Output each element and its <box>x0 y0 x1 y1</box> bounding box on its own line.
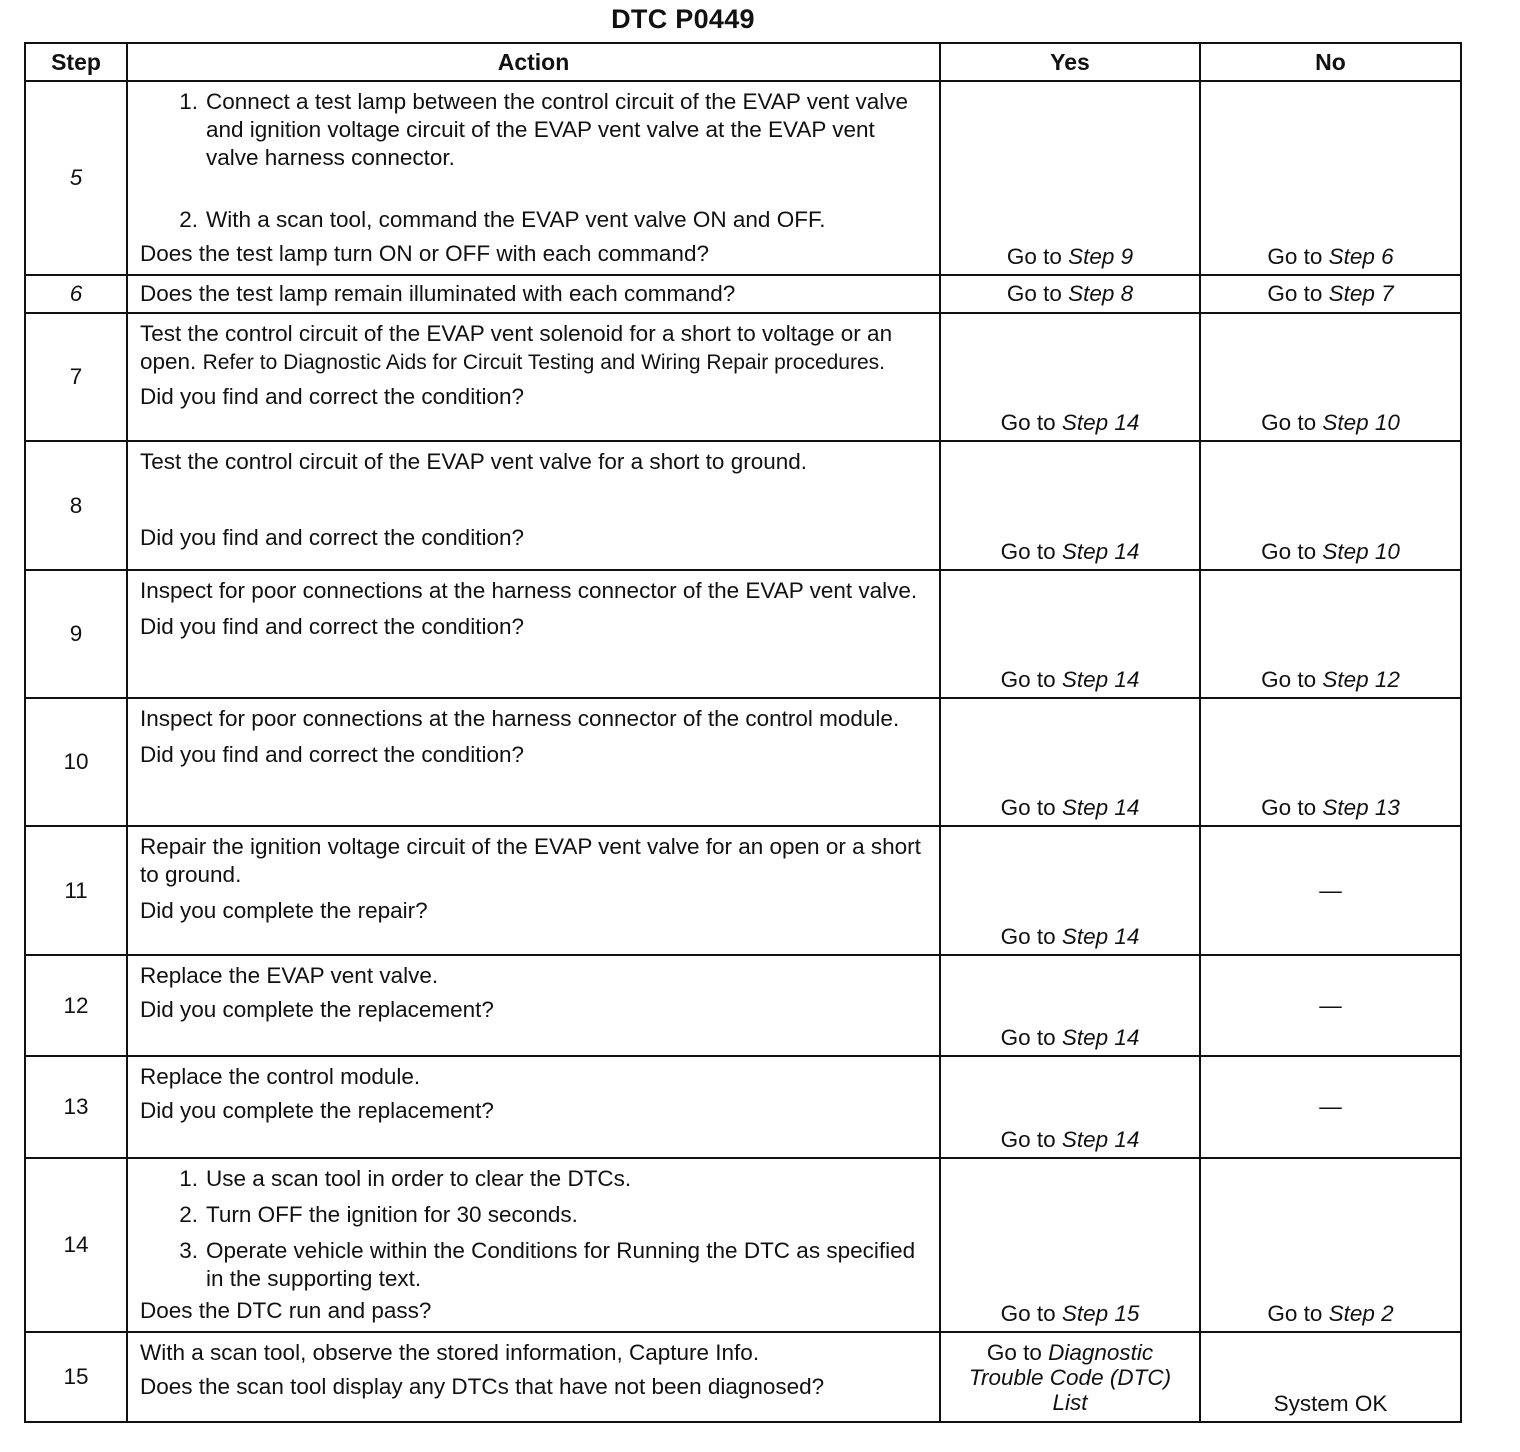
action-cell <box>127 826 940 955</box>
page-title: DTC P0449 <box>611 4 755 34</box>
action-text: With a scan tool, observe the stored information, Capture Info. <box>140 1340 760 1365</box>
yes-cell: Go to Diagnostic Trouble Code (DTC) List <box>940 1332 1200 1422</box>
action-cell <box>127 1158 940 1332</box>
yes-cell: Go to Step 14 <box>940 1056 1200 1158</box>
table-row <box>25 1056 1461 1158</box>
table-row <box>25 955 1461 1056</box>
list-item <box>140 1201 931 1229</box>
step-link[interactable]: Step 14 <box>1061 667 1140 692</box>
table-row <box>25 826 1461 955</box>
diagnostic-table <box>24 42 1462 1423</box>
step-link[interactable]: Step 10 <box>1322 410 1400 435</box>
action-cell <box>127 570 940 698</box>
reference-text: Refer to Diagnostic Aids for Circuit Testing and Wiring Repair procedures. <box>202 351 885 374</box>
action-text: Test the control circuit of the EVAP vent solenoid for a short to voltage or an open. <box>140 321 893 374</box>
table-row <box>25 275 1461 313</box>
item-text: Use a scan tool in order to clear the DTCs. <box>206 1166 632 1191</box>
item-number: 2. <box>179 1202 198 1227</box>
action-text: Repair the ignition voltage circuit of the EVAP vent valve for an open or a short to ground. <box>140 834 921 887</box>
no-cell <box>1200 1056 1461 1158</box>
table-row <box>25 81 1461 275</box>
action-text: Replace the control module. <box>140 1064 421 1089</box>
header-no: No <box>1200 43 1461 81</box>
step-link[interactable]: Step 13 <box>1322 795 1400 820</box>
no-cell: Go to Step 13 <box>1200 698 1461 826</box>
question-text: Did you complete the replacement? <box>140 1098 494 1123</box>
step-number: 15 <box>25 1332 127 1422</box>
step-link[interactable]: Step 12 <box>1322 667 1400 692</box>
action-text: Replace the EVAP vent valve. <box>140 963 439 988</box>
list-item <box>140 1237 931 1293</box>
yes-cell: Go to Step 15 <box>940 1158 1200 1332</box>
step-link[interactable]: Step 14 <box>1061 795 1140 820</box>
question-text: Does the test lamp turn ON or OFF with each command? <box>140 241 709 266</box>
yes-cell: Go to Step 14 <box>940 570 1200 698</box>
yes-cell: Go to Step 9 <box>940 81 1200 275</box>
no-cell <box>1200 1332 1461 1422</box>
question-text: Does the DTC run and pass? <box>140 1298 432 1323</box>
question-text: Did you complete the replacement? <box>140 997 494 1022</box>
step-link[interactable]: Step 9 <box>1068 244 1134 269</box>
no-cell: Go to Step 10 <box>1200 313 1461 441</box>
item-number: 2. <box>179 207 198 232</box>
step-link[interactable]: Step 6 <box>1328 244 1394 269</box>
action-text: Inspect for poor connections at the harness connector of the control module. <box>140 706 900 731</box>
step-link[interactable]: Step 2 <box>1328 1301 1394 1326</box>
question-text: Does the test lamp remain illuminated with each command? <box>140 281 736 306</box>
action-cell <box>127 1056 940 1158</box>
step-link[interactable]: Step 7 <box>1328 281 1394 306</box>
question-text: Did you find and correct the condition? <box>140 525 524 550</box>
action-cell <box>127 441 940 570</box>
item-text: Connect a test lamp between the control circuit of the EVAP vent valve and ignition voltage circuit of the EVAP vent valve at the EVAP vent valve harness connector. <box>206 89 909 170</box>
table-row <box>25 313 1461 441</box>
yes-cell: Go to Step 8 <box>940 275 1200 313</box>
yes-cell: Go to Step 14 <box>940 826 1200 955</box>
question-text: Did you find and correct the condition? <box>140 384 524 409</box>
no-action-dash: — <box>1319 1094 1342 1119</box>
step-number: 10 <box>25 698 127 826</box>
no-cell: Go to Step 12 <box>1200 570 1461 698</box>
header-action: Action <box>127 43 940 81</box>
no-cell: Go to Step 2 <box>1200 1158 1461 1332</box>
action-text: Test the control circuit of the EVAP vent valve for a short to ground. <box>140 449 808 474</box>
step-number: 12 <box>25 955 127 1056</box>
table-row <box>25 1158 1461 1332</box>
action-cell <box>127 313 940 441</box>
yes-cell: Go to Step 14 <box>940 441 1200 570</box>
step-number: 5 <box>25 81 127 275</box>
dtc-list-link[interactable]: Diagnostic Trouble Code (DTC) List <box>968 1339 1172 1415</box>
step-number: 14 <box>25 1158 127 1332</box>
item-text: Turn OFF the ignition for 30 seconds. <box>206 1202 578 1227</box>
table-row <box>25 1332 1461 1422</box>
no-cell: Go to Step 6 <box>1200 81 1461 275</box>
action-cell <box>127 1332 940 1422</box>
question-text: Did you find and correct the condition? <box>140 742 524 767</box>
action-text: Inspect for poor connections at the harness connector of the EVAP vent valve. <box>140 578 918 603</box>
no-cell: Go to Step 10 <box>1200 441 1461 570</box>
table-row <box>25 698 1461 826</box>
yes-cell: Go to Step 14 <box>940 698 1200 826</box>
list-item <box>140 206 931 234</box>
step-number: 9 <box>25 570 127 698</box>
header-yes: Yes <box>940 43 1200 81</box>
question-text: Did you complete the repair? <box>140 898 428 923</box>
step-link[interactable]: Step 14 <box>1061 924 1140 949</box>
no-cell <box>1200 826 1461 955</box>
no-action-dash: — <box>1319 992 1342 1018</box>
question-text: Does the scan tool display any DTCs that have not been diagnosed? <box>140 1374 825 1399</box>
no-cell <box>1200 955 1461 1056</box>
item-number: 1. <box>179 1166 198 1191</box>
no-cell: Go to Step 7 <box>1200 275 1461 313</box>
step-link[interactable]: Step 14 <box>1061 410 1140 435</box>
action-cell <box>127 698 940 826</box>
item-text: With a scan tool, command the EVAP vent valve ON and OFF. <box>206 207 826 232</box>
header-step: Step <box>25 43 127 81</box>
step-link[interactable]: Step 14 <box>1061 539 1140 564</box>
item-number: 1. <box>179 89 198 114</box>
step-link[interactable]: Step 15 <box>1061 1301 1140 1326</box>
step-link[interactable]: Step 8 <box>1068 281 1134 306</box>
step-link[interactable]: Step 14 <box>1061 1127 1140 1152</box>
list-item <box>140 88 931 172</box>
step-link[interactable]: Step 14 <box>1061 1025 1140 1050</box>
step-number: 13 <box>25 1056 127 1158</box>
table-row <box>25 441 1461 570</box>
item-number: 3. <box>179 1238 198 1263</box>
question-text: Did you find and correct the condition? <box>140 614 524 639</box>
step-number: 6 <box>25 275 127 313</box>
list-item <box>140 1165 931 1193</box>
table-row <box>25 570 1461 698</box>
item-text: Operate vehicle within the Conditions for Running the DTC as specified in the supporting text. <box>206 1238 916 1291</box>
no-action-dash: — <box>1319 877 1342 903</box>
step-link[interactable]: Step 10 <box>1322 539 1400 564</box>
step-number: 7 <box>25 313 127 441</box>
step-number: 11 <box>25 826 127 955</box>
action-cell <box>127 81 940 275</box>
action-cell <box>127 955 940 1056</box>
step-number: 8 <box>25 441 127 570</box>
system-ok-text: System OK <box>1273 1391 1388 1416</box>
yes-cell: Go to Step 14 <box>940 313 1200 441</box>
header-row <box>25 43 1461 81</box>
yes-cell: Go to Step 14 <box>940 955 1200 1056</box>
action-cell <box>127 275 940 313</box>
